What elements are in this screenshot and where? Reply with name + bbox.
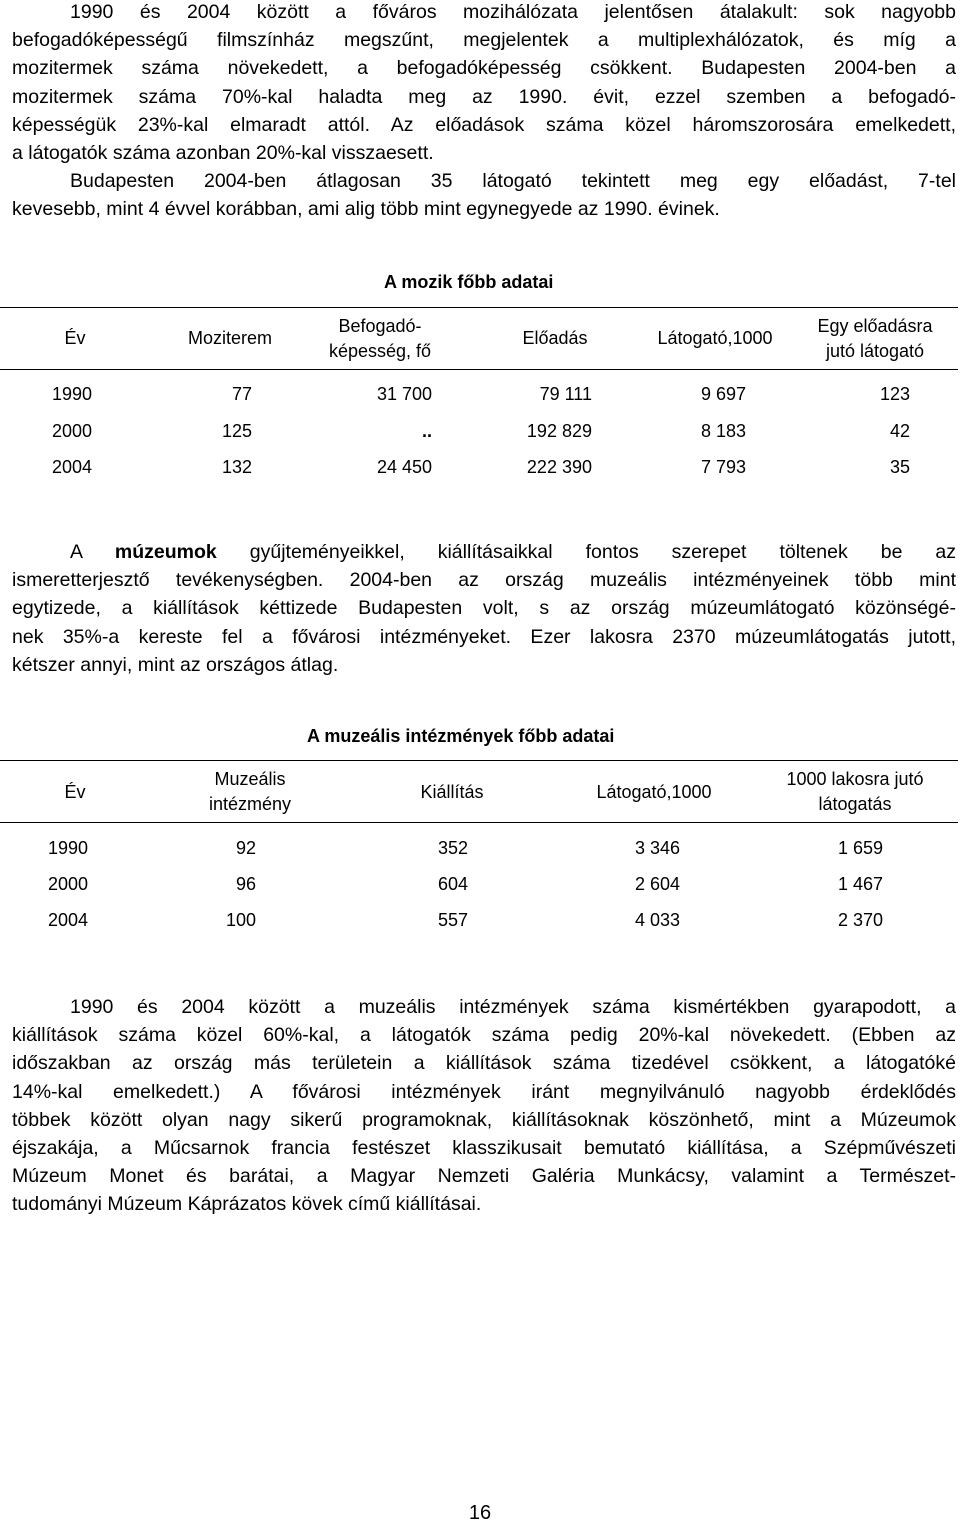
cell-screens: 77 bbox=[231, 384, 252, 404]
cell-per-show: 35 bbox=[889, 457, 910, 477]
cell-screens: 125 bbox=[221, 421, 252, 441]
cell-exhibitions: 557 bbox=[437, 910, 468, 930]
cell-year: 2004 bbox=[52, 457, 93, 477]
cell-visitors: 8 183 bbox=[700, 421, 746, 441]
text-line: mozitermek száma növekedett, a befogadóképesség csökkent. Budapesten 2004-ben a bbox=[12, 57, 956, 80]
text-line: nek 35%-a kereste fel a fővárosi intézményeket. Ezer lakosra 2370 múzeumlátogatás jutott, bbox=[12, 625, 956, 648]
text-line: 1990 és 2004 között a muzeális intézmények száma kismértékben gyarapodott, a bbox=[70, 996, 956, 1018]
cell-capacity: .. bbox=[421, 421, 432, 441]
text-line: 1990 és 2004 között a főváros mozihálózata jelentősen átalakult: sok nagyobb bbox=[70, 1, 956, 23]
header-visitors: Látogató,1000 bbox=[657, 328, 773, 348]
cell-capacity: 31 700 bbox=[376, 384, 432, 404]
cell-shows: 192 829 bbox=[526, 421, 592, 441]
cell-exhibitions: 352 bbox=[437, 838, 468, 858]
cell-year: 1990 bbox=[52, 384, 93, 404]
cell-institutions: 96 bbox=[235, 874, 256, 894]
header-visitors: Látogató,1000 bbox=[596, 782, 712, 802]
text-line: befogadóképességű filmszínház megszűnt, megjelentek a multiplexhálózatok, és míg a bbox=[12, 29, 956, 52]
cell-year: 2000 bbox=[52, 421, 93, 441]
cell-exhibitions: 604 bbox=[437, 874, 468, 894]
header-institutions-2: intézmény bbox=[208, 794, 292, 814]
text-line: kiállítások száma közel 60%-kal, a látogatók száma pedig 20%-kal növekedett. (Ebben az bbox=[12, 1024, 956, 1047]
text-line: A múzeumok gyűjteményeikkel, kiállításaikkal fontos szerepet töltenek be az bbox=[70, 541, 956, 563]
cell-per-1000: 2 370 bbox=[837, 910, 883, 930]
cell-year: 2004 bbox=[48, 910, 89, 930]
header-capacity-2: képesség, fő bbox=[328, 341, 432, 361]
cell-visitors: 7 793 bbox=[700, 457, 746, 477]
text-line: képességük 23%-kal elmaradt attól. Az előadások száma közel háromszorosára emelkedett, bbox=[12, 113, 956, 136]
table-header-rule bbox=[0, 369, 958, 370]
text-line: időszakban az ország más területein a kiállítások száma tizedével csökkent, a látogatóké bbox=[12, 1052, 956, 1075]
header-per-1000-2: látogatás bbox=[818, 794, 892, 814]
bold-term: múzeumok bbox=[114, 541, 217, 563]
table-title-museums: A muzeális intézmények főbb adatai bbox=[307, 726, 615, 746]
table-title-cinemas: A mozik főbb adatai bbox=[384, 272, 554, 292]
text-line: Budapesten 2004-ben átlagosan 35 látogató tekintett meg egy előadást, 7-tel bbox=[70, 170, 956, 193]
cell-year: 1990 bbox=[48, 838, 89, 858]
cell-visitors: 2 604 bbox=[634, 874, 680, 894]
cell-capacity: 24 450 bbox=[376, 457, 432, 477]
table-top-rule bbox=[0, 307, 958, 308]
text-line: 14%-kal emelkedett.) A fővárosi intézmények iránt megnyilvánuló nagyobb érdeklődés bbox=[12, 1080, 956, 1103]
text-line: a látogatók száma azonban 20%-kal visszaesett. bbox=[12, 142, 434, 165]
header-year: Év bbox=[64, 328, 86, 348]
cell-screens: 132 bbox=[221, 457, 252, 477]
paragraph-museums bbox=[12, 538, 956, 679]
paragraph-museum-growth bbox=[12, 993, 956, 1219]
header-exhibitions: Kiállítás bbox=[420, 782, 484, 802]
cell-visitors: 4 033 bbox=[634, 910, 680, 930]
cell-per-show: 123 bbox=[879, 384, 910, 404]
text-line: ismeretterjesztő tevékenységben. 2004-ben az ország muzeális intézményeinek több mint bbox=[12, 569, 956, 592]
cell-institutions: 100 bbox=[225, 910, 256, 930]
cell-per-show: 42 bbox=[889, 421, 910, 441]
cell-visitors: 9 697 bbox=[700, 384, 746, 404]
cell-per-1000: 1 659 bbox=[837, 838, 883, 858]
text-line: tudományi Múzeum Káprázatos kövek című kiállításai. bbox=[12, 1193, 482, 1216]
header-institutions-1: Muzeális bbox=[214, 769, 286, 789]
cell-institutions: 92 bbox=[235, 838, 256, 858]
header-per-show-1: Egy előadásra bbox=[817, 316, 933, 336]
header-capacity-1: Befogadó- bbox=[338, 316, 422, 336]
cell-year: 2000 bbox=[48, 874, 89, 894]
cell-shows: 222 390 bbox=[526, 457, 592, 477]
text-line: kétszer annyi, mint az országos átlag. bbox=[12, 653, 339, 676]
header-per-1000-1: 1000 lakosra jutó bbox=[786, 769, 924, 789]
text-line: egytizede, a kiállítások kéttizede Budapesten volt, s az ország múzeumlátogató közönségé- bbox=[12, 597, 956, 620]
page-number: 16 bbox=[468, 1502, 492, 1524]
cell-visitors: 3 346 bbox=[634, 838, 680, 858]
header-year: Év bbox=[64, 782, 86, 802]
text-line: kevesebb, mint 4 évvel korábban, ami alig több mint egynegyede az 1990. évinek. bbox=[12, 198, 720, 221]
text-line: Múzeum Monet és barátai, a Magyar Nemzeti Galéria Munkácsy, valamint a Természet- bbox=[12, 1165, 956, 1188]
paragraph-cinemas bbox=[12, 0, 956, 224]
header-per-show-2: jutó látogató bbox=[825, 341, 925, 361]
text-line: többek között olyan nagy sikerű programoknak, kiállításoknak köszönhető, mint a Múzeumok bbox=[12, 1108, 956, 1131]
cell-shows: 79 111 bbox=[539, 384, 592, 404]
header-screens: Moziterem bbox=[187, 328, 272, 348]
cell-per-1000: 1 467 bbox=[837, 874, 883, 894]
header-shows: Előadás bbox=[522, 328, 588, 348]
table-top-rule bbox=[0, 760, 958, 761]
text-line: mozitermek száma 70%-kal haladta meg az 1990. évit, ezzel szemben a befogadó- bbox=[12, 85, 956, 108]
text-line: éjszakája, a Műcsarnok francia festészet klasszikusait bemutató kiállítása, a Szépművészeti bbox=[12, 1137, 956, 1160]
table-header-rule bbox=[0, 822, 958, 823]
